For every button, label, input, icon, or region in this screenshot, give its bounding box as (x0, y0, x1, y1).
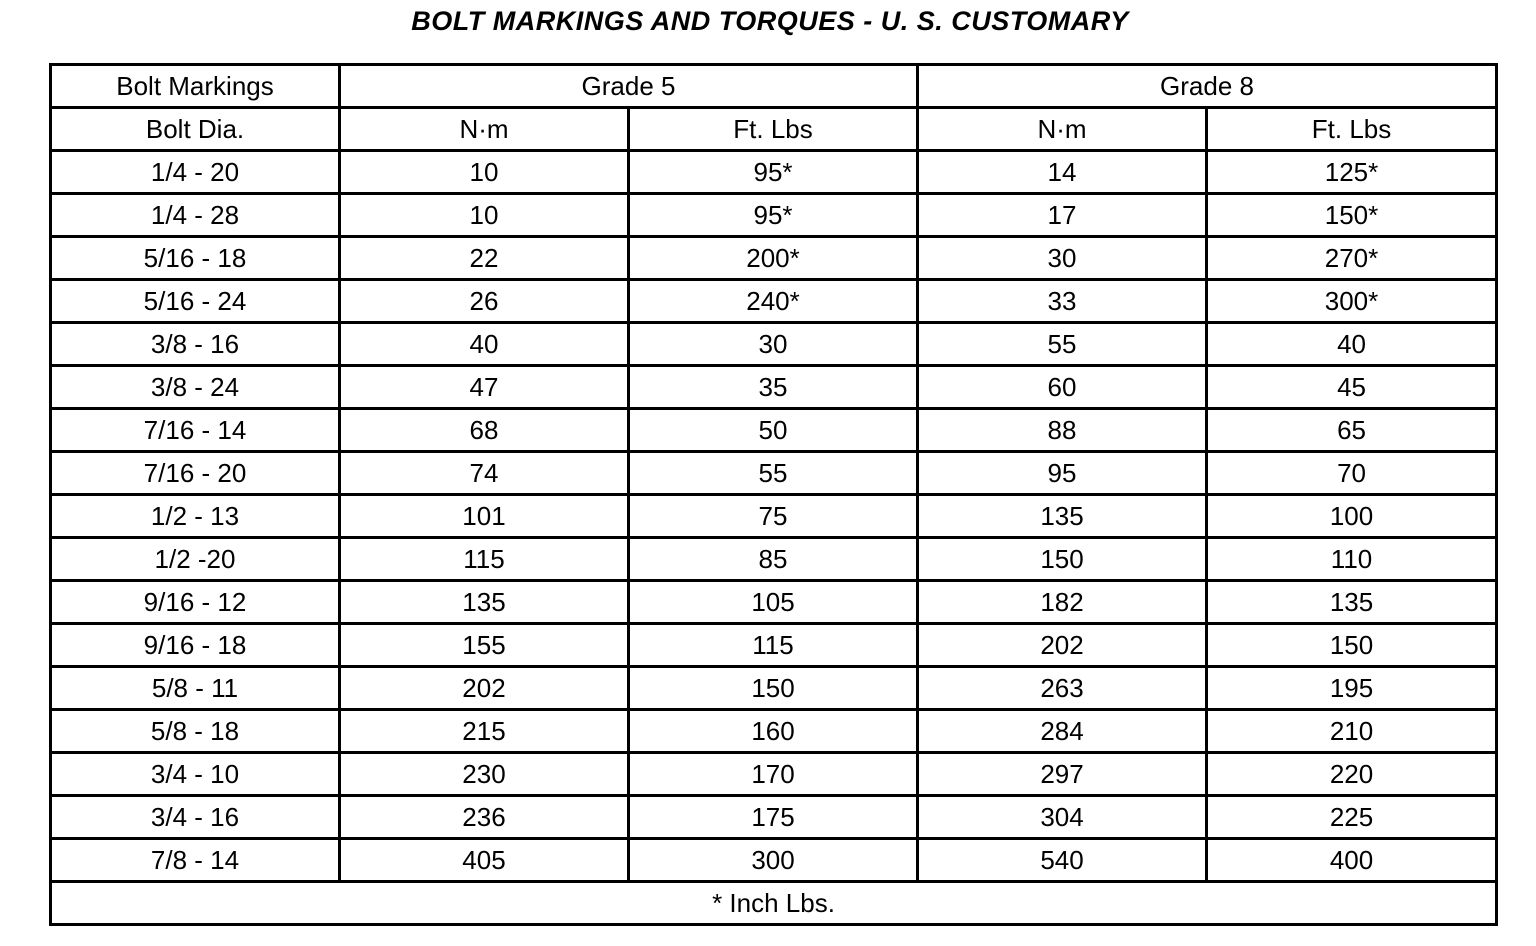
grade-8-ftlbs-cell: 135 (1207, 581, 1497, 624)
grade-8-nm-cell: 33 (918, 280, 1207, 323)
grade-8-ftlbs-cell: 110 (1207, 538, 1497, 581)
grade-8-nm-cell: 30 (918, 237, 1207, 280)
grade-5-ftlbs-cell: 175 (629, 796, 918, 839)
grade-5-ftlbs-cell: 75 (629, 495, 918, 538)
table-row (51, 409, 1497, 452)
header-bolt-markings: Bolt Markings (51, 65, 340, 108)
grade-8-ftlbs-cell: 70 (1207, 452, 1497, 495)
grade-8-ftlbs-cell: 225 (1207, 796, 1497, 839)
footnote-row (51, 882, 1497, 925)
bolt-dia-cell: 5/16 - 18 (51, 237, 340, 280)
grade-8-ftlbs-cell: 150 (1207, 624, 1497, 667)
table-row (51, 495, 1497, 538)
bolt-dia-cell: 1/4 - 28 (51, 194, 340, 237)
grade-5-nm-cell: 405 (340, 839, 629, 882)
grade-8-nm-cell: 150 (918, 538, 1207, 581)
header-grade-5: Grade 5 (340, 65, 918, 108)
torque-table-body (51, 65, 1497, 925)
grade-8-ftlbs-cell: 400 (1207, 839, 1497, 882)
grade-5-ftlbs-cell: 95* (629, 194, 918, 237)
grade-5-ftlbs-cell: 200* (629, 237, 918, 280)
bolt-dia-cell: 7/16 - 20 (51, 452, 340, 495)
grade-5-ftlbs-cell: 50 (629, 409, 918, 452)
grade-5-ftlbs-cell: 160 (629, 710, 918, 753)
table-row (51, 280, 1497, 323)
table-row (51, 323, 1497, 366)
grade-8-nm-cell: 60 (918, 366, 1207, 409)
grade-5-nm-cell: 115 (340, 538, 629, 581)
header-grade-5-ftlbs: Ft. Lbs (629, 108, 918, 151)
grade-5-nm-cell: 135 (340, 581, 629, 624)
table-row (51, 667, 1497, 710)
grade-5-nm-cell: 74 (340, 452, 629, 495)
grade-5-ftlbs-cell: 115 (629, 624, 918, 667)
table-row (51, 151, 1497, 194)
grade-5-ftlbs-cell: 170 (629, 753, 918, 796)
grade-8-nm-cell: 297 (918, 753, 1207, 796)
grade-8-nm-cell: 88 (918, 409, 1207, 452)
table-row (51, 624, 1497, 667)
grade-8-nm-cell: 304 (918, 796, 1207, 839)
grade-8-ftlbs-cell: 150* (1207, 194, 1497, 237)
grade-8-ftlbs-cell: 270* (1207, 237, 1497, 280)
grade-8-ftlbs-cell: 100 (1207, 495, 1497, 538)
table-row (51, 366, 1497, 409)
bolt-dia-cell: 7/8 - 14 (51, 839, 340, 882)
grade-5-nm-cell: 40 (340, 323, 629, 366)
grade-8-nm-cell: 55 (918, 323, 1207, 366)
grade-8-nm-cell: 540 (918, 839, 1207, 882)
grade-5-nm-cell: 47 (340, 366, 629, 409)
grade-8-nm-cell: 202 (918, 624, 1207, 667)
page-title: BOLT MARKINGS AND TORQUES - U. S. CUSTOMARY (411, 6, 1129, 36)
header-grade-5-nm: N·m (340, 108, 629, 151)
grade-5-ftlbs-cell: 300 (629, 839, 918, 882)
grade-5-ftlbs-cell: 35 (629, 366, 918, 409)
header-bolt-dia: Bolt Dia. (51, 108, 340, 151)
bolt-dia-cell: 7/16 - 14 (51, 409, 340, 452)
grade-8-ftlbs-cell: 65 (1207, 409, 1497, 452)
grade-5-nm-cell: 230 (340, 753, 629, 796)
grade-5-ftlbs-cell: 85 (629, 538, 918, 581)
bolt-dia-cell: 9/16 - 12 (51, 581, 340, 624)
grade-8-ftlbs-cell: 40 (1207, 323, 1497, 366)
bolt-dia-cell: 3/8 - 16 (51, 323, 340, 366)
table-row (51, 710, 1497, 753)
bolt-dia-cell: 1/2 -20 (51, 538, 340, 581)
bolt-dia-cell: 3/4 - 16 (51, 796, 340, 839)
bolt-dia-cell: 1/4 - 20 (51, 151, 340, 194)
grade-5-nm-cell: 155 (340, 624, 629, 667)
header-grade-8-nm: N·m (918, 108, 1207, 151)
bolt-dia-cell: 3/8 - 24 (51, 366, 340, 409)
grade-5-ftlbs-cell: 150 (629, 667, 918, 710)
bolt-dia-cell: 9/16 - 18 (51, 624, 340, 667)
footnote: * Inch Lbs. (51, 882, 1497, 925)
bolt-dia-cell: 5/8 - 11 (51, 667, 340, 710)
header-row-units (51, 108, 1497, 151)
grade-8-nm-cell: 135 (918, 495, 1207, 538)
grade-8-ftlbs-cell: 300* (1207, 280, 1497, 323)
torque-table (49, 63, 1498, 926)
grade-5-ftlbs-cell: 105 (629, 581, 918, 624)
grade-5-nm-cell: 22 (340, 237, 629, 280)
grade-5-ftlbs-cell: 30 (629, 323, 918, 366)
grade-8-ftlbs-cell: 125* (1207, 151, 1497, 194)
grade-5-nm-cell: 215 (340, 710, 629, 753)
grade-8-nm-cell: 17 (918, 194, 1207, 237)
grade-5-nm-cell: 101 (340, 495, 629, 538)
header-row-grades (51, 65, 1497, 108)
grade-5-nm-cell: 26 (340, 280, 629, 323)
grade-5-ftlbs-cell: 55 (629, 452, 918, 495)
grade-5-nm-cell: 202 (340, 667, 629, 710)
grade-8-ftlbs-cell: 45 (1207, 366, 1497, 409)
grade-5-nm-cell: 10 (340, 151, 629, 194)
table-row (51, 796, 1497, 839)
bolt-dia-cell: 5/8 - 18 (51, 710, 340, 753)
grade-5-ftlbs-cell: 95* (629, 151, 918, 194)
grade-5-nm-cell: 68 (340, 409, 629, 452)
header-grade-8-ftlbs: Ft. Lbs (1207, 108, 1497, 151)
header-grade-8: Grade 8 (918, 65, 1497, 108)
table-row (51, 753, 1497, 796)
bolt-dia-cell: 3/4 - 10 (51, 753, 340, 796)
grade-8-ftlbs-cell: 210 (1207, 710, 1497, 753)
grade-8-nm-cell: 95 (918, 452, 1207, 495)
table-row (51, 237, 1497, 280)
table-row (51, 839, 1497, 882)
grade-5-nm-cell: 10 (340, 194, 629, 237)
bolt-dia-cell: 5/16 - 24 (51, 280, 340, 323)
bolt-dia-cell: 1/2 - 13 (51, 495, 340, 538)
grade-8-nm-cell: 284 (918, 710, 1207, 753)
table-row (51, 452, 1497, 495)
table-row (51, 581, 1497, 624)
table-row (51, 194, 1497, 237)
grade-8-nm-cell: 182 (918, 581, 1207, 624)
grade-5-ftlbs-cell: 240* (629, 280, 918, 323)
grade-5-nm-cell: 236 (340, 796, 629, 839)
grade-8-ftlbs-cell: 195 (1207, 667, 1497, 710)
table-row (51, 538, 1497, 581)
grade-8-ftlbs-cell: 220 (1207, 753, 1497, 796)
grade-8-nm-cell: 14 (918, 151, 1207, 194)
grade-8-nm-cell: 263 (918, 667, 1207, 710)
